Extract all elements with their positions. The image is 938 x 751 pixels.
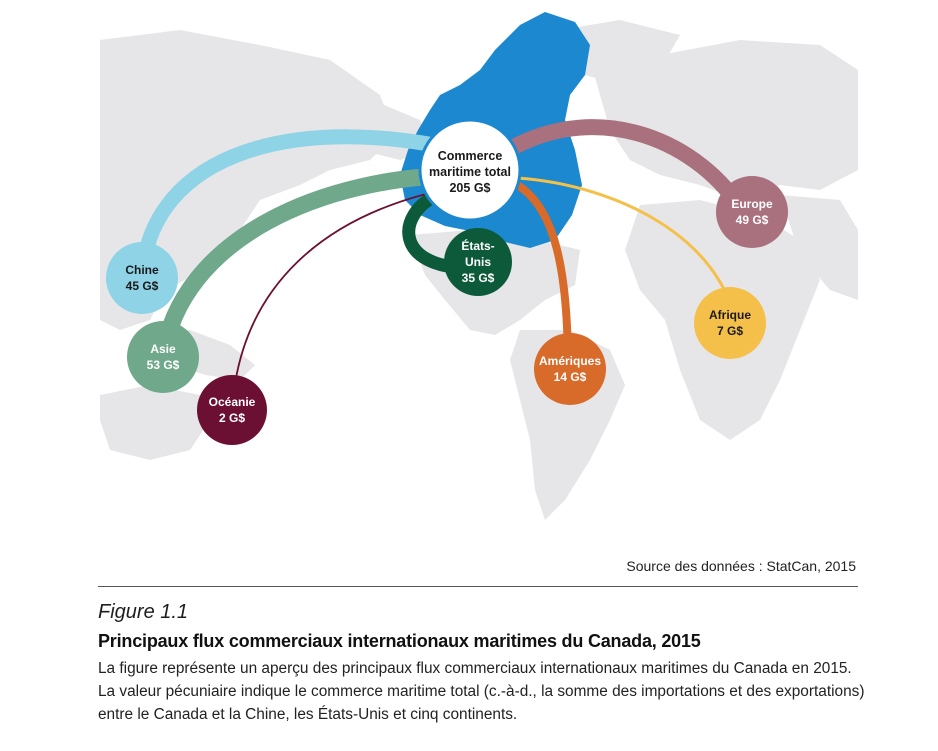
node-afrique-value: 7 G$ — [716, 324, 744, 338]
node-etats-unis-name1: États- — [461, 239, 495, 253]
node-afrique-name: Afrique — [709, 308, 751, 322]
hub-node — [420, 120, 520, 220]
data-source: Source des données : StatCan, 2015 — [626, 558, 856, 574]
node-etats-unis — [444, 228, 512, 296]
node-etats-unis-value: 35 G$ — [461, 271, 495, 285]
hub-line1: Commerce — [437, 149, 503, 163]
figure-description: La figure représente un aperçu des principaux flux commerciaux internationaux maritimes du Canada en 2015. La valeur pécuniaire indique le commerce maritime total (c.-à-d., la somme des importations et des exportations) entre le Canada et la Chine, les États-Unis et cinq continents. — [98, 660, 865, 723]
node-chine-value: 45 G$ — [125, 279, 159, 293]
node-oceanie-value: 2 G$ — [218, 411, 246, 425]
node-oceanie — [197, 375, 267, 445]
figure-label: Figure 1.1 — [98, 601, 189, 623]
node-asie-name: Asie — [150, 342, 176, 356]
figure-title: Principaux flux commerciaux internationaux maritimes du Canada, 2015 — [98, 631, 701, 651]
node-asie — [127, 321, 199, 393]
node-chine-name: Chine — [125, 263, 159, 277]
node-chine — [106, 242, 178, 314]
node-asie-value: 53 G$ — [146, 358, 180, 372]
node-afrique — [694, 287, 766, 359]
node-oceanie-name: Océanie — [208, 395, 256, 409]
node-ameriques-name: Amériques — [538, 354, 602, 368]
node-ameriques — [534, 333, 606, 405]
node-europe-name: Europe — [731, 197, 773, 211]
hub-value: 205 G$ — [449, 181, 491, 195]
node-europe-value: 49 G$ — [735, 213, 769, 227]
hub-line2: maritime total — [429, 165, 511, 179]
node-ameriques-value: 14 G$ — [553, 370, 587, 384]
node-etats-unis-name2: Unis — [464, 255, 492, 269]
divider — [98, 586, 858, 587]
node-europe — [716, 176, 788, 248]
